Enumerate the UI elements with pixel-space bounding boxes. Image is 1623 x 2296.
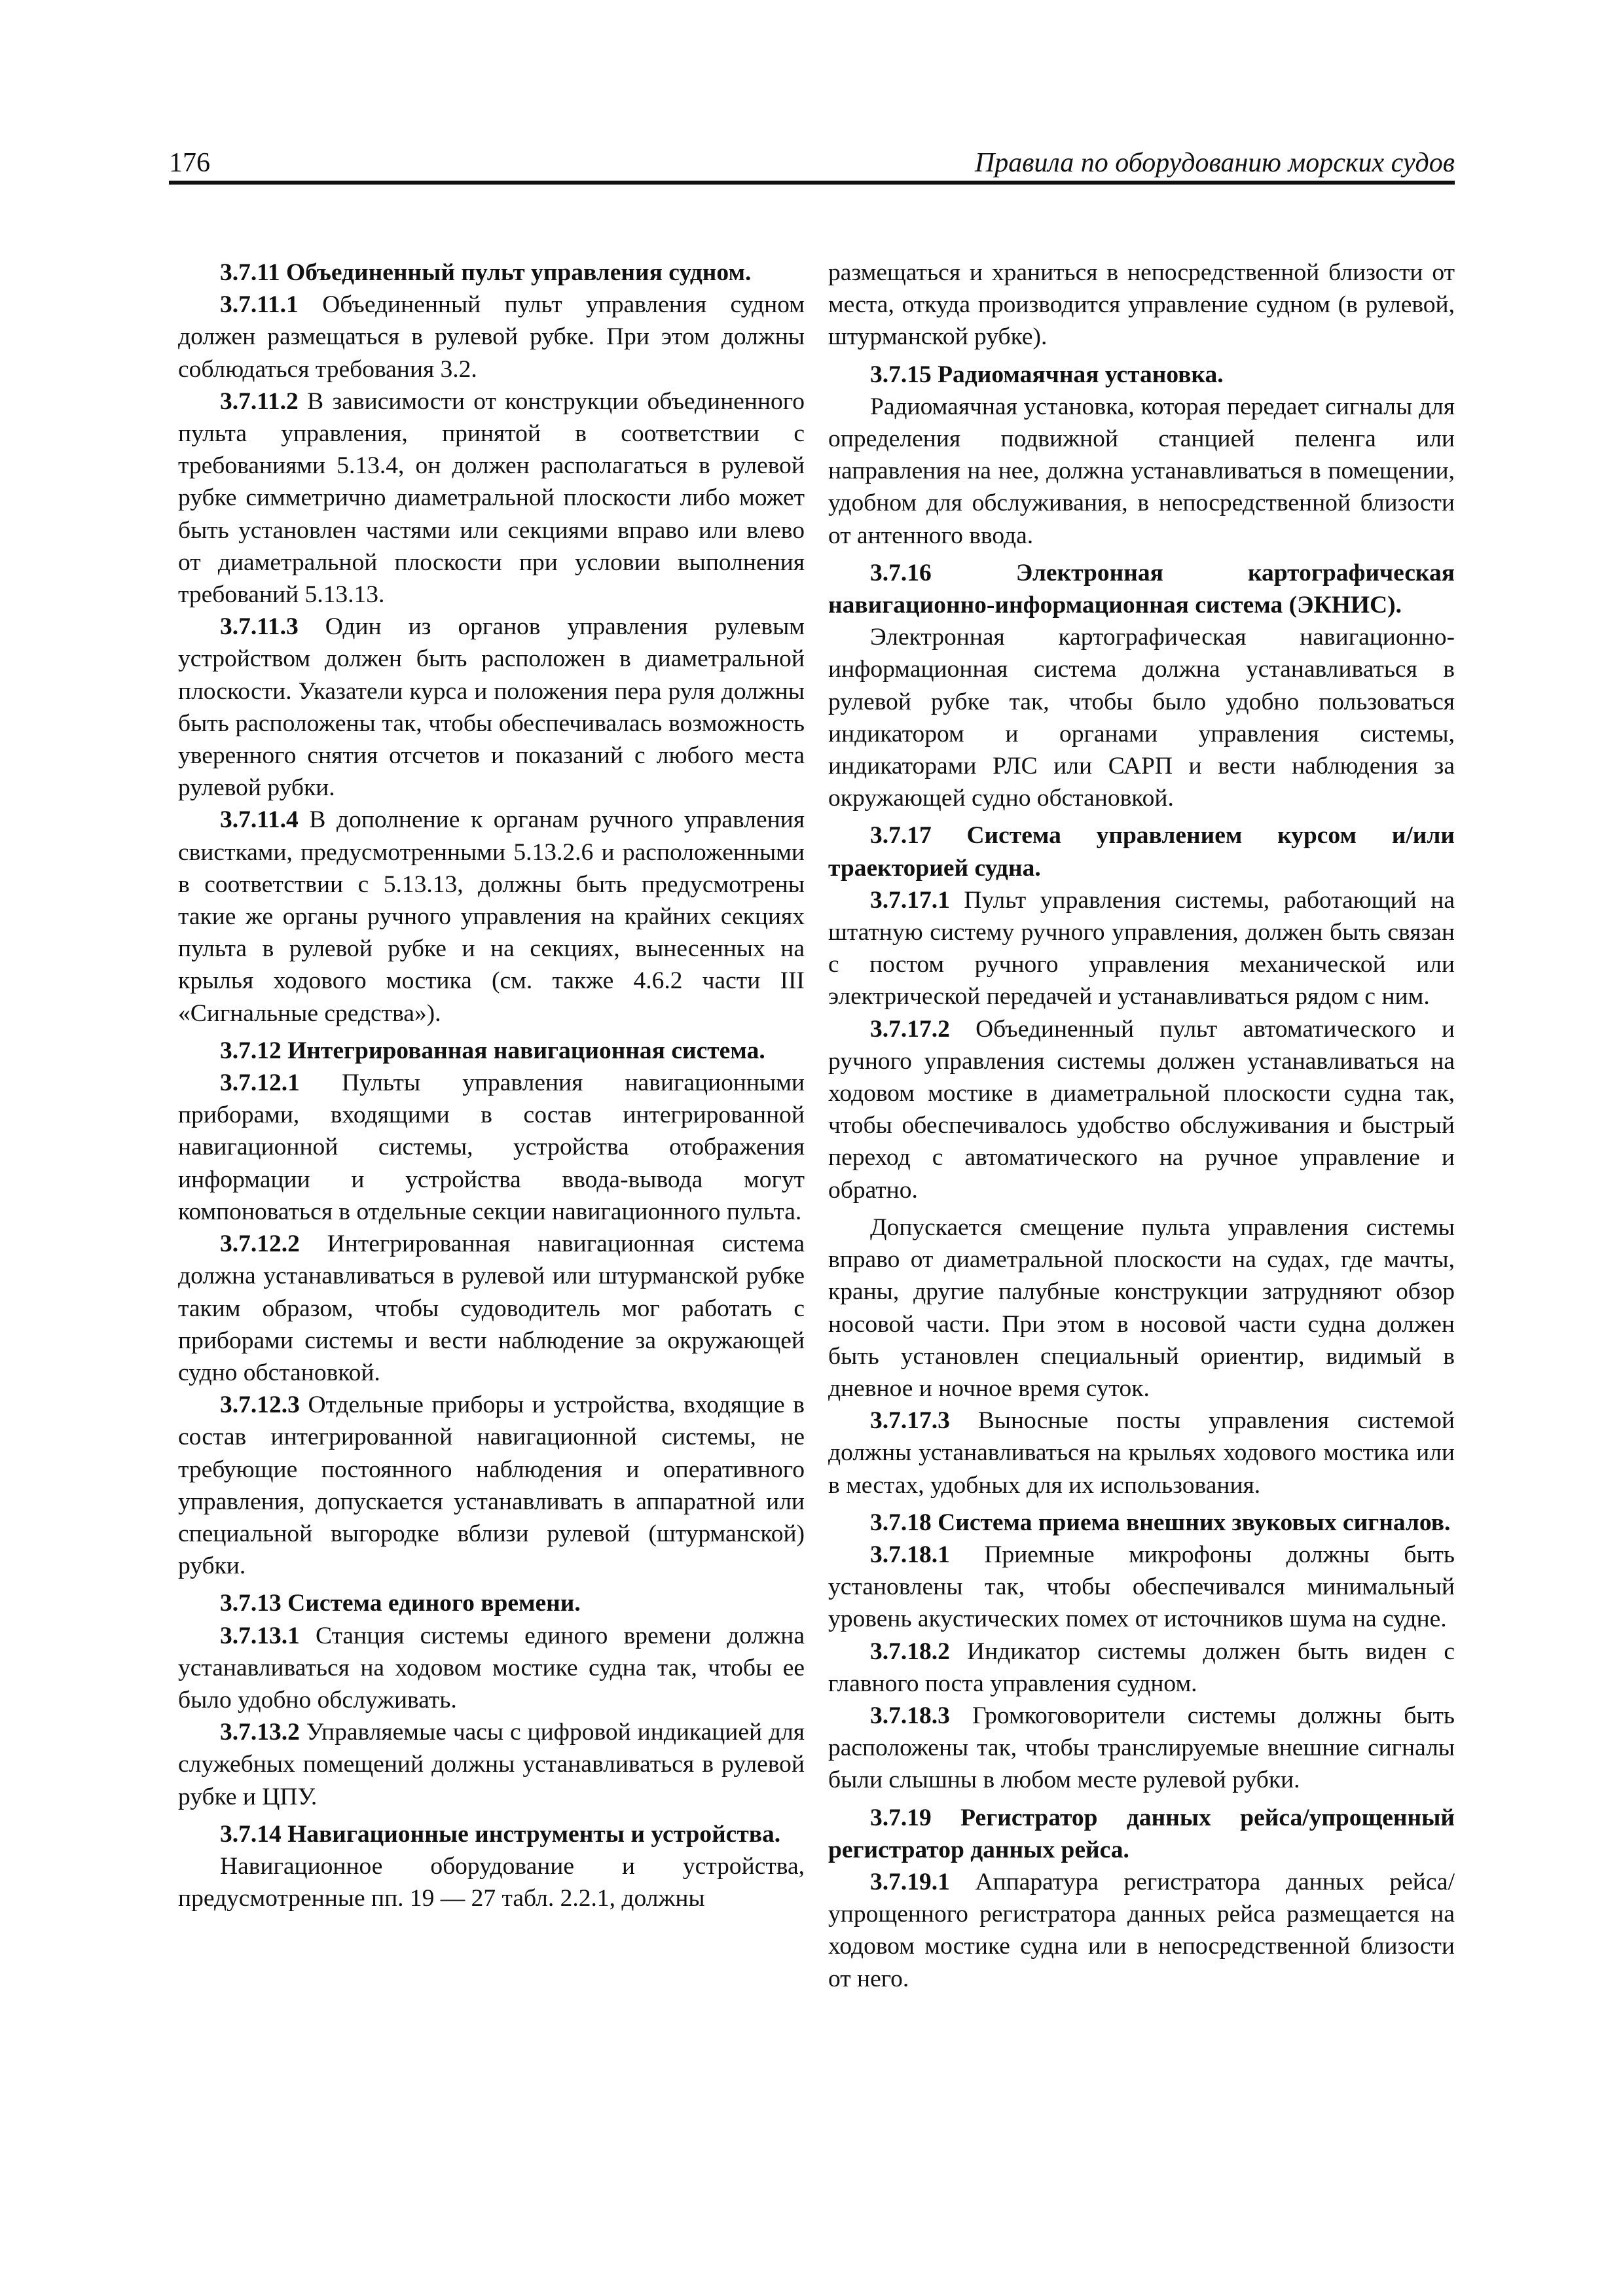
clause-number: 3.7.13.1 — [220, 1622, 300, 1649]
paragraph-text: В зависимости от конструкции объединенного пульта управления, принятой в соответствии с требованиями 5.13.4, он должен располагаться в рулевой рубке симметрично диаметральной плоскости либо может быть установлен частями или секциями вправо или влево от диаметральной плоскости при условии выполнения требований 5.13.13. — [178, 387, 805, 609]
paragraph: Электронная картографическая навигационно-информационная система должна устанавливаться в рулевой рубке так, чтобы было удобно пользоваться индикатором и органами управления системы, индикаторами РЛС или САРП и вести наблюдения за окружающей судно обстановкой. — [828, 624, 1455, 812]
paragraph — [178, 386, 805, 611]
section-heading: 3.7.13 Система единого времени. — [220, 1590, 581, 1617]
paragraph-text: Отдельные приборы и устройства, входящие в состав интегрированной навигационной системы, не требующие постоянного наблюдения и оперативного управления, допускается устанавливать в аппаратной или специальной выгородке вблизи рулевой (штурманской) рубки. — [178, 1391, 805, 1580]
section-heading: 3.7.16 Электронная картографическая навигационно-информационная система (ЭКНИС). — [828, 559, 1455, 619]
paragraph-text: Приемные микрофоны должны быть установлены так, чтобы обеспечивался минимальный уровень акустических помех от источников шума на судне. — [828, 1541, 1455, 1633]
paragraph — [828, 1013, 1455, 1206]
section-heading: 3.7.19 Регистратор данных рейса/упрощенный регистратор данных рейса. — [828, 1804, 1455, 1863]
section-heading: 3.7.12 Интегрированная навигационная система. — [220, 1037, 765, 1064]
paragraph-text: Один из органов управления рулевым устройством должен быть расположен в диаметральной плоскости. Указатели курса и положения пера руля должны быть расположены так, чтобы обеспечивалась возможность уверенного снятия отсчетов и показаний с любого места рулевой рубки. — [178, 613, 805, 802]
left-column — [178, 257, 805, 1914]
section-heading: 3.7.14 Навигационные инструменты и устройства. — [220, 1820, 781, 1848]
paragraph — [178, 804, 805, 1029]
paragraph — [828, 1700, 1455, 1797]
paragraph-text: Громкоговорители системы должны быть расположены так, чтобы транслируемые внешние сигналы были слышны в любом месте рулевой рубки. — [828, 1702, 1455, 1794]
clause-number: 3.7.18.2 — [870, 1638, 950, 1665]
section-heading: 3.7.11 Объединенный пульт управления судном. — [220, 259, 752, 286]
section-heading: 3.7.17 Система управлением курсом и/или траекторией судна. — [828, 822, 1455, 882]
paragraph-text: Пульты управления навигационными приборами, входящими в состав интегрированной навигационной системы, устройства отображения информации и устройства ввода-вывода могут компоноваться в отдельные секции навигационного пульта. — [178, 1069, 805, 1225]
clause-number: 3.7.18.3 — [870, 1702, 950, 1729]
section-heading: 3.7.18 Система приема внешних звуковых сигналов. — [870, 1509, 1451, 1536]
paragraph-text: Интегрированная навигационная система должна устанавливаться в рулевой или штурманской рубке таким образом, чтобы судоводитель мог работать с приборами системы и вести наблюдение за окружающей судно обстановкой. — [178, 1230, 805, 1386]
paragraph-text: Аппаратура регистратора данных рейса/ упрощенного регистратора данных рейса размещается на ходовом мостике судна или в непосредственной близости от него. — [828, 1868, 1455, 1992]
clause-number: 3.7.13.2 — [220, 1719, 300, 1746]
paragraph — [178, 1620, 805, 1717]
clause-number: 3.7.18.1 — [870, 1541, 950, 1568]
clause-number: 3.7.11.4 — [220, 806, 299, 834]
paragraph — [828, 884, 1455, 1013]
page-header — [169, 145, 1455, 185]
paragraph-text: В дополнение к органам ручного управления свистками, предусмотренными 5.13.2.6 и расположенными в соответствии с 5.13.13, должны быть предусмотрены такие же органы ручного управления на крайних секциях пульта в рулевой рубке и на секциях, вынесенных на крылья ходового мостика (см. также 4.6.2 части III «Сигнальные средства»). — [178, 806, 805, 1027]
paragraph-continuation: размещаться и храниться в непосредственной близости от места, откуда производится управление судном (в рулевой, штурманской рубке). — [828, 259, 1455, 351]
right-column — [828, 257, 1455, 1995]
clause-number: 3.7.12.2 — [220, 1230, 300, 1258]
paragraph — [178, 611, 805, 804]
paragraph — [828, 1636, 1455, 1700]
paragraph: Допускается смещение пульта управления системы вправо от диаметральной плоскости на судах, где мачты, краны, другие палубные конструкции затрудняют обзор носовой части. При этом в носовой части судна должен быть установлен специальный ориентир, видимый в дневное и ночное время суток. — [828, 1213, 1455, 1402]
paragraph — [178, 1228, 805, 1389]
clause-number: 3.7.17.2 — [870, 1015, 950, 1043]
section-heading: 3.7.15 Радиомаячная установка. — [870, 361, 1224, 388]
clause-number: 3.7.11.3 — [220, 613, 299, 641]
paragraph — [828, 1866, 1455, 1995]
clause-number: 3.7.17.3 — [870, 1407, 950, 1435]
clause-number: 3.7.12.1 — [220, 1069, 300, 1097]
clause-number: 3.7.11.2 — [220, 387, 299, 415]
page-number: 176 — [169, 148, 210, 178]
paragraph-text: Станция системы единого времени должна устанавливаться на ходовом мостике судна так, чтобы ее было удобно обслуживать. — [178, 1622, 805, 1713]
paragraph-text: Индикатор системы должен быть виден с главного поста управления судном. — [828, 1638, 1455, 1697]
paragraph — [828, 1539, 1455, 1636]
paragraph-text: Выносные посты управления системой должны устанавливаться на крыльях ходового мостика или в местах, удобных для их использования. — [828, 1407, 1455, 1499]
paragraph: Радиомаячная установка, которая передает сигналы для определения подвижной станцией пеленга или направления на нее, должна устанавливаться в помещении, удобном для обслуживания, в непосредственной близости от антенного ввода. — [828, 393, 1455, 549]
paragraph — [178, 1716, 805, 1813]
paragraph-text: Объединенный пульт автоматического и ручного управления системы должен устанавливаться на ходовом мостике в диаметральной плоскости судна так, чтобы обеспечивалось удобство обслуживания и быстрый переход с автоматического на ручное управление и обратно. — [828, 1015, 1455, 1204]
paragraph: Навигационное оборудование и устройства, предусмотренные пп. 19 — 27 табл. 2.2.1, должны — [178, 1852, 805, 1912]
clause-number: 3.7.12.3 — [220, 1391, 300, 1419]
paragraph — [178, 289, 805, 386]
paragraph — [178, 1067, 805, 1228]
paragraph-text: Объединенный пульт управления судном должен размещаться в рулевой рубке. При этом должны соблюдаться требования 3.2. — [178, 291, 805, 383]
paragraph — [828, 1405, 1455, 1501]
clause-number: 3.7.11.1 — [220, 291, 299, 319]
clause-number: 3.7.17.1 — [870, 886, 950, 914]
paragraph — [178, 1389, 805, 1582]
clause-number: 3.7.19.1 — [870, 1868, 950, 1895]
paragraph-text: Управляемые часы с цифровой индикацией для служебных помещений должны устанавливаться в рулевой рубке и ЦПУ. — [178, 1719, 805, 1810]
running-title: Правила по оборудованию морских судов — [974, 148, 1455, 178]
paragraph-text: Пульт управления системы, работающий на штатную систему ручного управления, должен быть связан с постом ручного управления механической или электрической передачей и устанавливаться рядом с ним. — [828, 886, 1455, 1011]
